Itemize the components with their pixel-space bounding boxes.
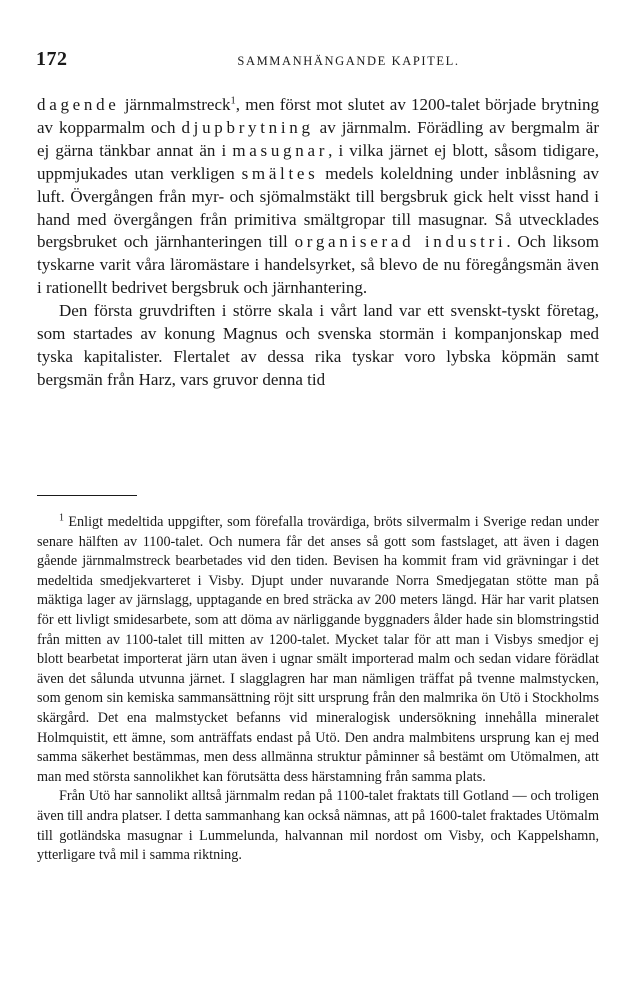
running-head: SAMMANHÄNGANDE KAPITEL. <box>237 54 460 68</box>
footnote-divider <box>37 495 137 496</box>
body-paragraph-1 <box>37 94 599 300</box>
spaced-term: masugnar <box>232 140 329 160</box>
text-run: , i vilka järnet ej blott, såsom tidigare, uppmjukades utan verkligen <box>37 140 599 183</box>
footnote-mark: 1 <box>59 512 64 524</box>
text-run: . Och liksom tyskarne varit våra läromästare i handelsyrket, så blevo de nu föregångsmän även i rationellt bedrivet bergsbruk och järnhantering. <box>37 232 600 298</box>
footnote-paragraph-1 <box>37 513 599 787</box>
spaced-term: dagende <box>37 95 120 114</box>
text-run: av järnmalm. Förädling av bergmalm är ej gärna tänkbar annat än i <box>37 117 600 160</box>
spaced-term: organiserad industri <box>294 232 507 252</box>
footnote-text: Enligt medeltida uppgifter, som förefalla trovärdiga, bröts silvermalm i Sverige redan under senare hälften av 1100-talet. Och numera får det anses så gott som fastslaget, att även i dagen gående järnmalmstreck bearbetades vid den tiden. Bevisen ha kommit fram vid grävningar i det medeltida smedjekvarteret i Visby. Djupt under nuvarande Norra Smedjegatan stötte man på mäktiga lager av järnslagg, upptagande en bred sträcka av 200 meters längd. Här har varit platsen för ett livligt smidesarbete, som att döma av närliggande byggnaders ålder hade sin blomstringstid från mitten av 1100-talet till mitten av 1200-talet. Mycket talar för att man i Visbys smedjor ej blott bearbetat importerat järn utan även i ugnar smält importerad malm och sedan vidare förädlat även det sålunda utvunna järnet. I slagglagren har man nämligen träffat på tvenne malmstycken, som genom sin kemiska sammansättning röjt sitt ursprung från den malmrika ön Utö i Stockholms skärgård. Det ena malmstycket befanns vid mineralogisk undersökning innehålla mineralet Holmquistit, ett ämne, som anträffats endast på Utö. Den andra malmbitens ursprung kan ej med samma säkerhet bestämmas, men dess allmänna struktur påminner så bestämt om Utömalmen, att man med största sannolikhet kan förutsätta dess härstamning från samma plats. <box>37 514 599 785</box>
text-run: , men först mot slutet av 1200-talet började brytning av kopparmalm och <box>37 95 599 137</box>
text-run: järnmalmstreck <box>119 95 231 114</box>
text-run: medels koleldning under inblåsning av luft. Övergången från myr- och sjömalmstäkt till bergsbruk gick helt visst hand i hand med övergången från primitiva smältgropar till masugnar. Så utvecklades bergsbruket och järnhanteringen till <box>37 163 600 252</box>
footnote-paragraph-2: Från Utö har sannolikt alltså järnmalm redan på 1100-talet fraktats till Gotland — och troligen även till andra platser. I detta sammanhang kan också nämnas, att på 1600-talet fraktades Utömalm till gotländska masugnar i Lummelunda, halvannan mil nordost om Visby, och Kappelshamn, ytterligare två mil i samma riktning. <box>37 788 599 864</box>
main-text <box>37 94 599 392</box>
footnote <box>37 513 599 866</box>
footnote-reference: 1 <box>230 95 236 107</box>
spaced-term: djupbrytning <box>181 117 314 137</box>
spaced-term: smältes <box>241 163 319 183</box>
body-paragraph-2: Den första gruvdriften i större skala i vårt land var ett svenskt-tyskt företag, som startades av konung Magnus och svenska stormän i kompanjonskap med tyska kapitalister. Flertalet av dessa rika tyskar voro lybska köpmän samt bergsmän från Harz, vars gruvor denna tid <box>37 301 599 389</box>
page-number: 172 <box>36 48 68 70</box>
